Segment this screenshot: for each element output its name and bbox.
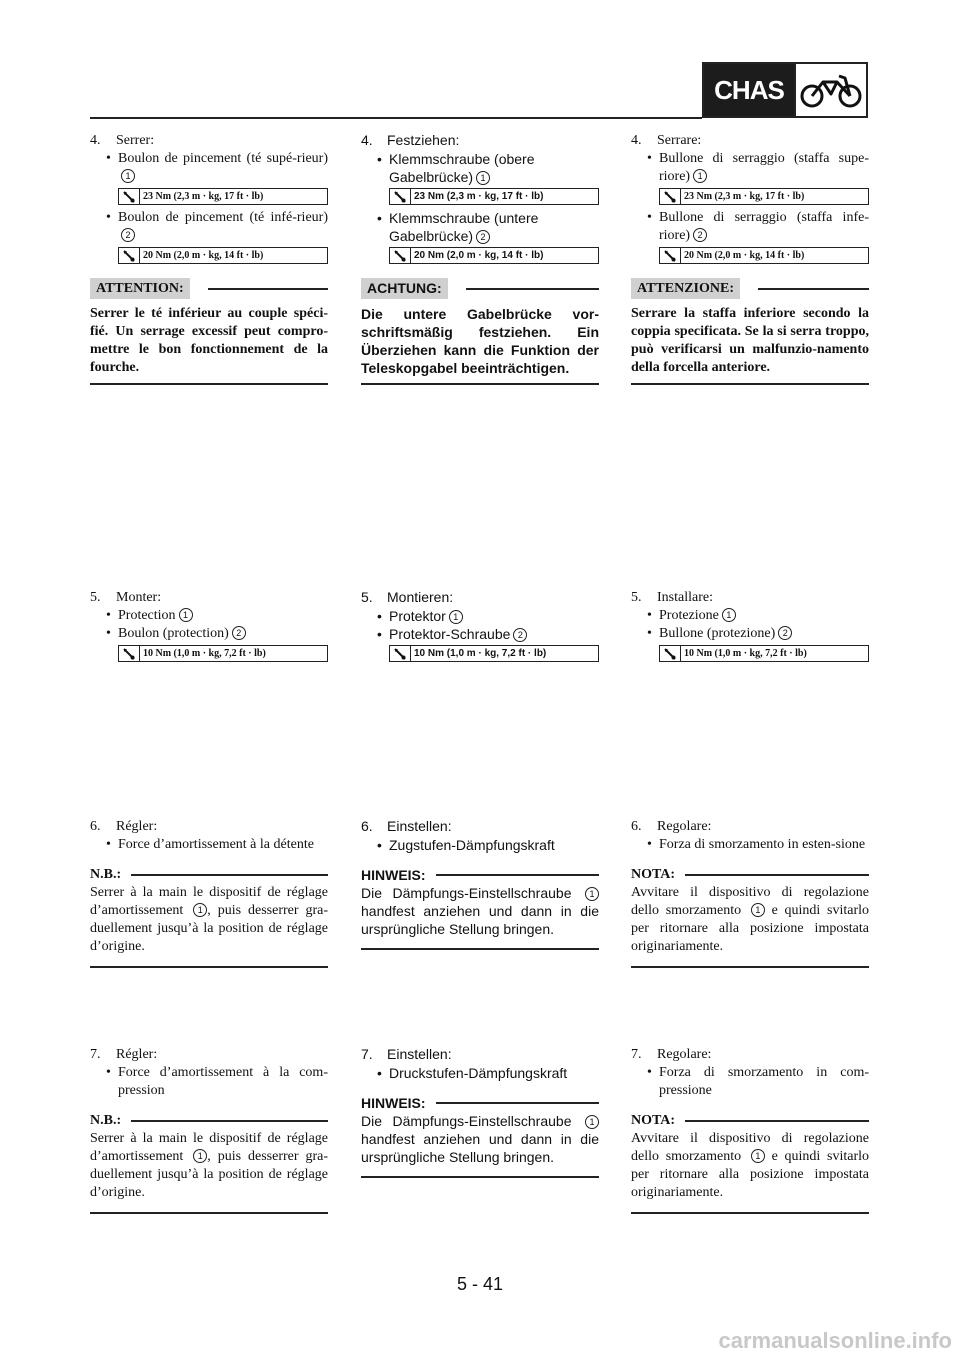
bullet-item: • Boulon (protection) 2 (90, 625, 328, 643)
callout-number: 1 (449, 610, 463, 624)
step-4-title: 4. Serrare: (631, 133, 702, 148)
note-box: NOTA: Avvitare il dispositivo di regolazione dello smorzamento 1 e quindi svitarlo per ritornare alla posizione impostata originariamente. (631, 866, 869, 968)
step-4-title: 4. Festziehen: (361, 132, 460, 148)
bullet-item: • Boulon de pincement (té supé-rieur)1 (106, 151, 328, 181)
torque-wrench-icon (664, 191, 676, 203)
note-text: Die Dämpfungs-Einstellschraube 1 handfest anziehen und dann in die ursprüngliche Stellung bringen. (361, 1112, 599, 1178)
callout-number: 2 (513, 628, 527, 642)
note-text: Avvitare il dispositivo di regolazione dello smorzamento 1 e quindi svitarlo per ritornare alla posizione impostata originariamente. (631, 884, 869, 968)
step-7-title: 7. Régler: (90, 1047, 158, 1062)
note-box: NOTA: Avvitare il dispositivo di regolazione dello smorzamento 1 e quindi svitarlo per ritornare alla posizione impostata originariamente. (631, 1112, 869, 1214)
torque-wrench-icon (664, 250, 676, 262)
torque-wrench-icon (123, 191, 135, 203)
bullet-item: • Boulon de pincement (té infé-rieur)2 (106, 210, 328, 240)
step-5 (90, 588, 328, 666)
callout-number: 1 (751, 903, 765, 917)
torque-wrench-icon (394, 191, 406, 203)
torque-spec: 10 Nm (1,0 m · kg, 7,2 ft · lb) (659, 645, 869, 662)
bullet-item: • Forza di smorzamento in esten-sione (647, 837, 866, 852)
bullet-item: • Druckstufen-Dämpfungskraft (377, 1065, 568, 1081)
torque-spec: 20 Nm (2,0 m · kg, 14 ft · lb) (118, 247, 328, 264)
callout-number: 1 (585, 887, 599, 901)
step-6-title: 6. Einstellen: (361, 818, 452, 834)
callout-number: 2 (476, 230, 490, 244)
watermark: carmanualsonline.info (718, 1328, 952, 1353)
page-number: 5 - 41 (456, 1274, 504, 1294)
bullet-item: • Force d’amortissement à la détente (106, 837, 314, 852)
motorcycle-icon (799, 70, 863, 110)
callout-number: 1 (585, 1115, 599, 1129)
step-5-title: 5. Montieren: (361, 589, 454, 605)
note-box: HINWEIS: Die Dämpfungs-Einstellschraube 1 handfest anziehen und dann in die ursprüngliche Stellung bringen. (361, 866, 599, 950)
bullet-item: • Protektor 1 (361, 607, 599, 625)
callout-number: 2 (693, 228, 707, 242)
callout-number: 2 (232, 626, 246, 640)
torque-wrench-icon (394, 648, 406, 660)
caution-box: ACHTUNG: Die untere Gabelbrücke vor-schriftsmäßig festziehen. Ein Überziehen kann die Funktion der Teleskopgabel beeinträchtigen. (361, 278, 599, 385)
step-6 (631, 817, 869, 968)
step-7-title: 7. Einstellen: (361, 1046, 452, 1062)
bullet-item: • Forza di smorzamento in com-pressione (647, 1065, 869, 1098)
caution-text: Serrare la staffa inferiore secondo la coppia specificata. Se la si serra troppo, può verificarsi un malfunzio-namento della forcella anteriore. (631, 305, 869, 385)
step-7-title: 7. Regolare: (631, 1047, 712, 1062)
bullet-item: • Klemmschraube (untere Gabelbrücke) 2 (377, 210, 539, 244)
bullet-item: • Force d’amortissement à la com-pression (106, 1065, 328, 1098)
step-4 (361, 131, 599, 385)
callout-number: 1 (121, 169, 135, 183)
torque-spec: 20 Nm (2,0 m · kg, 14 ft · lb) (389, 247, 599, 264)
torque-spec: 23 Nm (2,3 m · kg, 17 ft · lb) (118, 188, 328, 205)
step-6 (361, 817, 599, 950)
caution-box: ATTENTION: Serrer le té inférieur au couple spéci-fié. Un serrage excessif peut compro-mettre le bon fonctionnement de la fourche. (90, 278, 328, 385)
torque-spec: 20 Nm (2,0 m · kg, 14 ft · lb) (659, 247, 869, 264)
callout-number: 2 (121, 228, 135, 242)
bullet-item: • Zugstufen-Dämpfungskraft (377, 837, 555, 853)
step-5-title: 5. Installare: (631, 590, 713, 605)
caution-text: Serrer le té inférieur au couple spéci-fié. Un serrage excessif peut compro-mettre le bon fonctionnement de la fourche. (90, 305, 328, 385)
step-7 (361, 1045, 599, 1178)
bullet-item: • Klemmschraube (obere Gabelbrücke) 1 (377, 151, 535, 185)
note-text: Serrer à la main le dispositif de réglage d’amortissement 1 , puis desserrer gra-duellement jusqu’à la position de réglage d’origine. (90, 884, 328, 968)
torque-spec: 10 Nm (1,0 m · kg, 7,2 ft · lb) (389, 645, 599, 662)
callout-number: 1 (693, 169, 707, 183)
note-text: Die Dämpfungs-Einstellschraube 1 handfest anziehen und dann in die ursprüngliche Stellung bringen. (361, 884, 599, 950)
torque-spec: 23 Nm (2,3 m · kg, 17 ft · lb) (659, 188, 869, 205)
note-box: N.B.: Serrer à la main le dispositif de réglage d’amortissement 1 , puis desserrer gra-duellement jusqu’à la position de réglage d’origine. (90, 1112, 328, 1214)
torque-spec: 10 Nm (1,0 m · kg, 7,2 ft · lb) (118, 645, 328, 662)
step-6-title: 6. Regolare: (631, 819, 712, 834)
callout-number: 1 (193, 903, 207, 917)
torque-wrench-icon (123, 648, 135, 660)
section-label: CHAS (704, 64, 794, 116)
note-text: Serrer à la main le dispositif de réglage d’amortissement 1 , puis desserrer gra-duellement jusqu’à la position de réglage d’origine. (90, 1130, 328, 1214)
bullet-item: • Bullone (protezione) 2 (631, 625, 869, 643)
torque-wrench-icon (664, 648, 676, 660)
callout-number: 1 (722, 608, 736, 622)
note-box: N.B.: Serrer à la main le dispositif de réglage d’amortissement 1 , puis desserrer gra-duellement jusqu’à la position de réglage d’origine. (90, 866, 328, 968)
step-5 (361, 588, 599, 666)
bullet-item: • Bullone di serraggio (staffa supe-riore) 1 (647, 151, 869, 184)
torque-spec: 23 Nm (2,3 m · kg, 17 ft · lb) (389, 188, 599, 205)
step-5 (631, 588, 869, 666)
caution-box: ATTENZIONE: Serrare la staffa inferiore secondo la coppia specificata. Se la si serra troppo, può verificarsi un malfunzio-namento della forcella anteriore. (631, 278, 869, 385)
torque-wrench-icon (394, 250, 406, 262)
header-rule (90, 117, 702, 119)
callout-number: 1 (193, 1149, 207, 1163)
bullet-item: • Bullone di serraggio (staffa infe-riore) 2 (647, 210, 869, 243)
section-tab (702, 62, 868, 118)
step-4-title: 4. Serrer: (90, 133, 155, 148)
torque-wrench-icon (123, 250, 135, 262)
step-5-title: 5. Monter: (90, 590, 162, 605)
step-7 (631, 1045, 869, 1214)
step-4 (631, 131, 869, 385)
callout-number: 1 (179, 608, 193, 622)
step-6-title: 6. Régler: (90, 819, 158, 834)
bullet-item: • Protektor-Schraube 2 (361, 625, 599, 643)
callout-number: 1 (476, 171, 490, 185)
step-4 (90, 131, 328, 385)
bullet-item: • Protection 1 (90, 607, 328, 625)
callout-number: 2 (778, 626, 792, 640)
step-6 (90, 817, 328, 968)
callout-number: 1 (751, 1149, 765, 1163)
note-text: Avvitare il dispositivo di regolazione dello smorzamento 1 e quindi svitarlo per ritornare alla posizione impostata originariamente. (631, 1130, 869, 1214)
note-box: HINWEIS: Die Dämpfungs-Einstellschraube 1 handfest anziehen und dann in die ursprüngliche Stellung bringen. (361, 1094, 599, 1178)
bullet-item: • Protezione 1 (631, 607, 869, 625)
step-7 (90, 1045, 328, 1214)
caution-text: Die untere Gabelbrücke vor-schriftsmäßig festziehen. Ein Überziehen kann die Funktion der Teleskopgabel beeinträchtigen. (361, 305, 599, 385)
